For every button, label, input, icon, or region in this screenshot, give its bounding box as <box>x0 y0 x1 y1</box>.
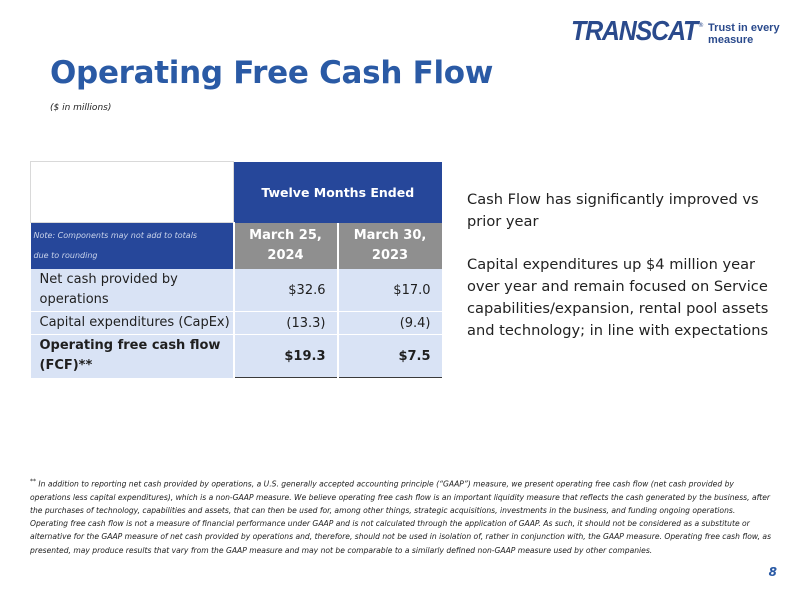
logo-wordmark: TRANSCAT <box>571 15 698 46</box>
page-number: 8 <box>768 565 777 579</box>
column-header-2024-date: March 25, <box>249 227 322 243</box>
column-header-2023-date: March 30, <box>353 227 427 243</box>
period-header: Twelve Months Ended <box>234 162 442 223</box>
column-header-2023 <box>338 223 442 270</box>
commentary-item: Capital expenditures up $4 million year over year and remain focused on Service capabilities/expansion, rental pool assets and technology; in line with expectations <box>467 256 769 339</box>
row-label: Net cash provided by operations <box>31 269 234 312</box>
table-header-blank-cell <box>31 162 234 223</box>
row-label: Operating free cash flow (FCF)** <box>31 335 234 378</box>
table-row-capex <box>31 312 442 335</box>
column-header-2024 <box>234 223 338 270</box>
page-title: Operating Free Cash Flow <box>50 55 494 91</box>
row-value-2023: $17.0 <box>338 269 442 312</box>
row-value-2023: (9.4) <box>338 312 442 335</box>
logo-trademark: ® <box>698 21 705 29</box>
row-label: Capital expenditures (CapEx) <box>31 312 234 335</box>
rounding-note <box>31 223 234 270</box>
row-value-2024: (13.3) <box>234 312 338 335</box>
footnote-marker: ** <box>30 478 36 485</box>
cash-flow-table <box>30 161 442 378</box>
row-value-2024: $19.3 <box>234 335 338 378</box>
rounding-note-line2: due to rounding <box>33 251 98 260</box>
transcat-logo <box>571 16 800 46</box>
non-gaap-footnote <box>30 475 775 557</box>
column-header-2023-year: 2023 <box>371 247 409 263</box>
table-row-fcf <box>31 335 442 378</box>
commentary <box>467 189 777 363</box>
table-row-net-cash <box>31 269 442 312</box>
row-value-2023: $7.5 <box>338 335 442 378</box>
logo-tagline: Trust in every measure <box>708 22 780 46</box>
table-header-row <box>31 162 442 223</box>
rounding-note-line1: Note: Components may not add to totals <box>33 231 198 240</box>
row-value-2024: $32.6 <box>234 269 338 312</box>
table-subheader-row <box>31 223 442 270</box>
commentary-item: Cash Flow has significantly improved vs prior year <box>467 191 759 230</box>
units-subtitle: ($ in millions) <box>50 103 112 113</box>
footnote-text: In addition to reporting net cash provided by operations, a U.S. generally accepted accounting principle (“GAAP”) measure, we present operating free cash flow (net cash provided by operations less capital expenditures), which is a non-GAAP measure. We believe operating free cash flow is an important liquidity measure that reflects the cash generated by the business, after the purchases of technology, capabilities and assets, that can then be used for, among other things, strategic acquisitions, investments in the business, and funding ongoing operations. Operating free cash flow is not a measure of financial performance under GAAP and is not calculated through the application of GAAP. As such, it should not be considered as a substitute or alternative for the GAAP measure of net cash provided by operations and, therefore, should not be used in isolation of, rather in conjunction with, the GAAP measure. Operating free cash flow, as presented, may produce results that vary from the GAAP measure and may not be comparable to a similarly defined non-GAAP measure used by other companies. <box>30 479 772 555</box>
column-header-2024-year: 2024 <box>267 247 304 263</box>
